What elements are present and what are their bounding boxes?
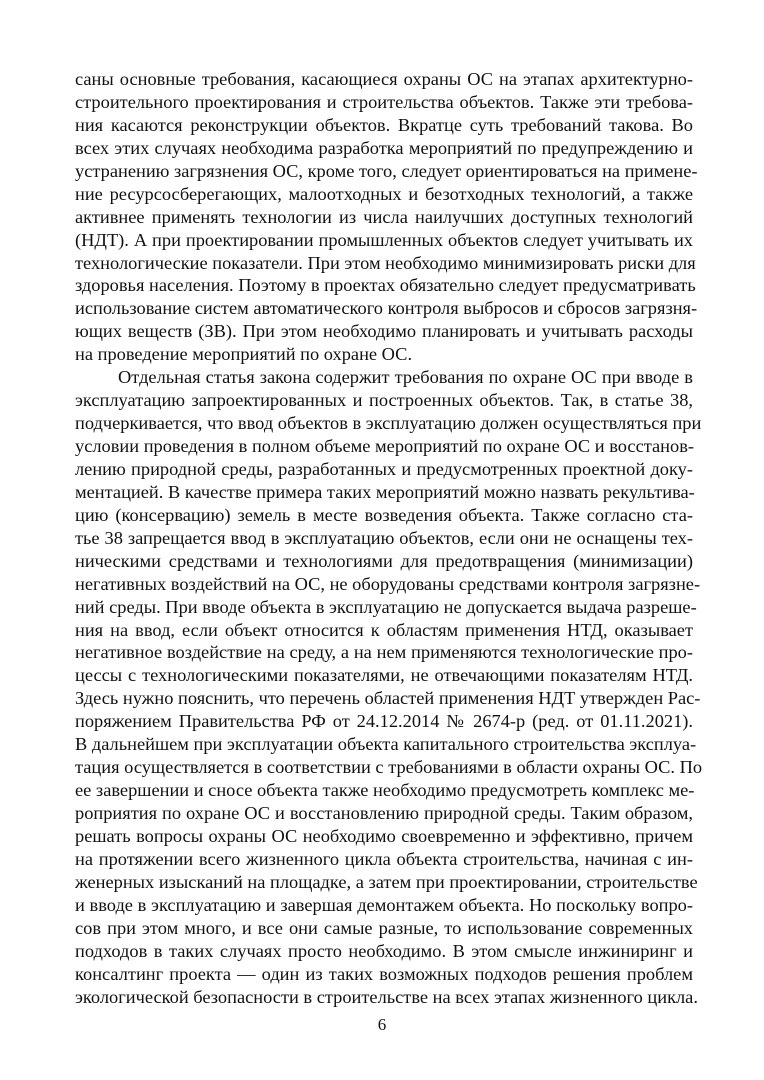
text-line: Отдельная статья закона содержит требования по охране ОС при вводе в xyxy=(118,367,693,388)
text-line: тация осуществляется в соответствии с требованиями в области охраны ОС. По xyxy=(75,757,703,778)
text-line: всех этих случаях необходима разработка мероприятий по предупреждению и xyxy=(75,137,693,158)
text-line: Здесь нужно пояснить, что перечень областей применения НДТ утвержден Рас- xyxy=(75,688,701,709)
text-line: цию (консервацию) земель в месте возведения объекта. Также согласно ста- xyxy=(75,504,693,525)
text-line: использование систем автоматического контроля выбросов и сбросов загрязня- xyxy=(75,298,698,319)
text-line: тье 38 запрещается ввод в эксплуатацию объектов, если они не оснащены тех- xyxy=(75,527,693,548)
text-line: на проведение мероприятий по охране ОС. xyxy=(75,344,413,365)
text-line: В дальнейшем при эксплуатации объекта капитального строительства эксплуа- xyxy=(75,734,697,755)
text-line: и вводе в эксплуатацию и завершая демонтажем объекта. Но поскольку вопро- xyxy=(75,894,693,915)
paragraph xyxy=(75,366,703,1008)
text-line: решать вопросы охраны ОС необходимо своевременно и эффективно, причем xyxy=(75,825,693,846)
text-line: технологические показатели. При этом необходимо минимизировать риски для xyxy=(75,252,696,273)
text-line: ния на ввод, если объект относится к областям применения НТД, оказывает xyxy=(75,619,693,640)
text-line: женерных изысканий на площадке, а затем при проектировании, строительстве xyxy=(75,871,698,892)
text-line: условии проведения в полном объеме мероприятий по охране ОС и восстанов- xyxy=(75,436,695,456)
text-line: здоровья населения. Поэтому в проектах обязательно следует предусматривать xyxy=(75,275,696,296)
text-line: поряжением Правительства РФ от 24.12.2014 № 2674-р (ред. от 01.11.2021). xyxy=(75,711,693,732)
text-line: негативное воздействие на среду, а на нем применяются технологические про- xyxy=(75,642,693,663)
text-line: ее завершении и сносе объекта также необходимо предусмотреть комплекс ме- xyxy=(75,780,695,801)
text-line: на протяжении всего жизненного цикла объекта строительства, начиная с ин- xyxy=(75,848,693,869)
paragraph xyxy=(75,68,698,366)
body-text xyxy=(75,68,703,1008)
text-line: ние ресурсосберегающих, малоотходных и безотходных технологий, а также xyxy=(75,183,693,204)
page-number: 6 xyxy=(377,1015,387,1034)
text-line: ническими средствами и технологиями для предотвращения (минимизации) xyxy=(75,550,693,571)
text-line: цессы с технологическими показателями, не отвечающими показателям НТД. xyxy=(75,665,693,686)
text-line: ния касаются реконструкции объектов. Вкратце суть требований такова. Во xyxy=(75,114,693,135)
text-line: эксплуатацию запроектированных и построенных объектов. Так, в статье 38, xyxy=(75,390,693,411)
text-line: сов при этом много, и все они самые разные, то использование современных xyxy=(75,917,693,938)
text-line: ющих веществ (ЗВ). При этом необходимо планировать и учитывать расходы xyxy=(75,321,693,342)
text-line: лению природной среды, разработанных и предусмотренных проектной доку- xyxy=(75,458,693,479)
text-line: устранению загрязнения ОС, кроме того, следует ориентироваться на примене- xyxy=(75,160,698,181)
text-line: подходов в таких случаях просто необходимо. В этом смысле инжиниринг и xyxy=(75,940,693,961)
text-line: консалтинг проекта — один из таких возможных подходов решения проблем xyxy=(75,963,693,984)
text-line: роприятия по охране ОС и восстановлению природной среды. Таким образом, xyxy=(75,803,693,823)
text-line: подчеркивается, что ввод объектов в эксплуатацию должен осуществляться при xyxy=(75,413,702,434)
text-line: строительного проектирования и строительства объектов. Также эти требова- xyxy=(75,91,693,112)
text-line: активнее применять технологии из числа наилучших доступных технологий xyxy=(75,206,693,227)
text-line: саны основные требования, касающиеся охраны ОС на этапах архитектурно- xyxy=(75,69,693,89)
text-line: негативных воздействий на ОС, не оборудованы средствами контроля загрязне- xyxy=(75,573,701,594)
text-line: (НДТ). А при проектировании промышленных объектов следует учитывать их xyxy=(75,229,693,250)
text-line: ний среды. При вводе объекта в эксплуатацию не допускается выдача разреше- xyxy=(75,596,697,617)
text-line: ментацией. В качестве примера таких мероприятий можно назвать рекультива- xyxy=(75,481,695,502)
text-line: экологической безопасности в строительстве на всех этапах жизненного цикла. xyxy=(75,986,698,1007)
